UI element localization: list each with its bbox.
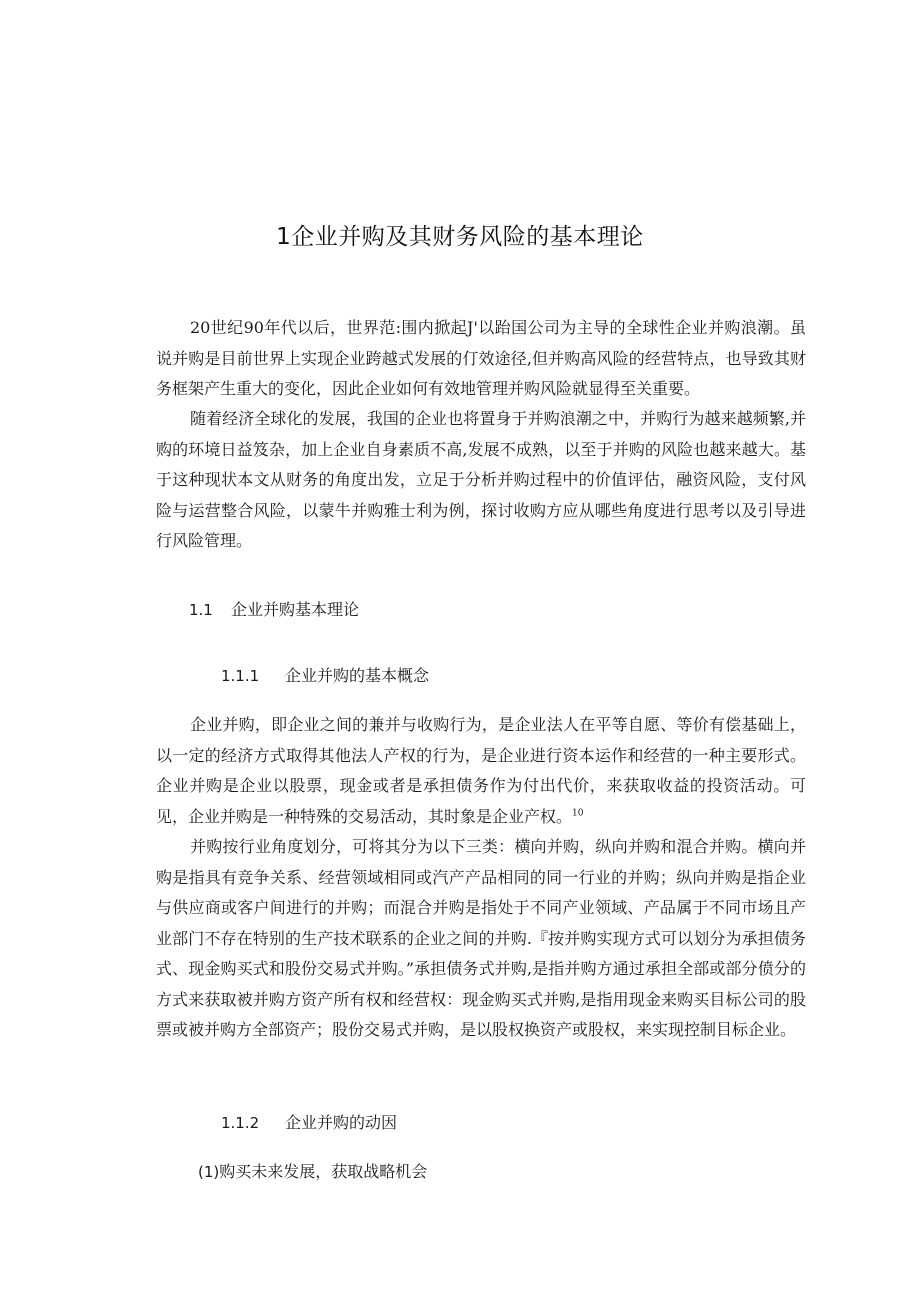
- chapter-title: 1企业并购及其财务风险的基本理论: [276, 224, 644, 250]
- concept-paragraph-2: 并购按行业角度划分，可将其分为以下三类：横向并购，纵向并购和混合并购。横向并购是指具有竞争关系、经营领域相同或汽产产品相同的同一行业的并购；纵向并购是指企业与供应商或客户间进行的并购；而混合并购是指处于不同产业领域、产品属于不同市场且产业部门不存在特别的生产技术联系的企业之间的并购.『按并购实现方式可以划分为承担债务式、现金购买式和股份交易式并购。”承担债务式并购,是指并购方通过承担全部或部分偾分的方式来获取被并购方资产所有权和经营权：现金购买式并购,是指用现金来购买目标公司的股票或被并购方全部资产；股份交易式并购，是以股权换资产或股权，来实现控制目标企业。: [156, 837, 806, 1039]
- subsection-heading-1-1-2: [221, 1111, 397, 1135]
- section-title: 企业并购基本理论: [231, 600, 360, 619]
- subsection-heading-1-1-1: [221, 664, 429, 688]
- footnote-marker: 10: [572, 808, 584, 819]
- concept-paragraph-1: [156, 710, 806, 832]
- section-heading-1-1: [189, 598, 359, 622]
- subsection-number: 1.1.1: [221, 667, 260, 685]
- section-number: 1.1: [189, 601, 213, 619]
- subsection-title: 企业并购的动因: [285, 1113, 398, 1132]
- list-item-number: (1): [198, 1163, 220, 1181]
- list-item-1: [198, 1160, 427, 1184]
- list-item-text: 购买未来发展，获取战略机会: [219, 1162, 428, 1181]
- intro-paragraph-1: 20世纪90年代以后，世界范:围内掀起J'以跆国公司为主导的全球性企业并购浪潮。虽说并购是目前世界上实现企业跨越式发展的仃效途径,但并购高风险的经营特点，也导致其财务框架产生重大的变化，因此企业如何有效地管理并购风险就显得至关重要。: [156, 318, 806, 398]
- subsection-title: 企业并购的基本概念: [285, 666, 430, 685]
- subsection-number: 1.1.2: [221, 1114, 260, 1132]
- intro-paragraph-2: 随着经济全球化的发展，我国的企业也将置身于并购浪潮之中，并购行为越来越频繁,并购的环境日益笈杂，加上企业自身素质不高,发展不成熟，以至于并购的风险也越来越大。基于这种现状本文从财务的角度出发，立足于分析并购过程中的价值评估，融资风险，支付风险与运营整合风险，以蒙牛并购雅士利为例，探讨收购方应从哪些角度进行思考以及引导进行风险管理。: [156, 409, 806, 550]
- concept-paragraph-1-text: 企业并购，即企业之间的兼并与收购行为，是企业法人在平等自愿、等价有偿基础上，以一定的经济方式取得其他法人产权的行为，是企业进行资本运作和经营的一种主要形式。企业并购是企业以股票，现金或者是承担债务作为付出代价，来获取收益的投资活动。可见，企业并购是一种特殊的交易活动，其时象是企业产权。: [156, 715, 806, 826]
